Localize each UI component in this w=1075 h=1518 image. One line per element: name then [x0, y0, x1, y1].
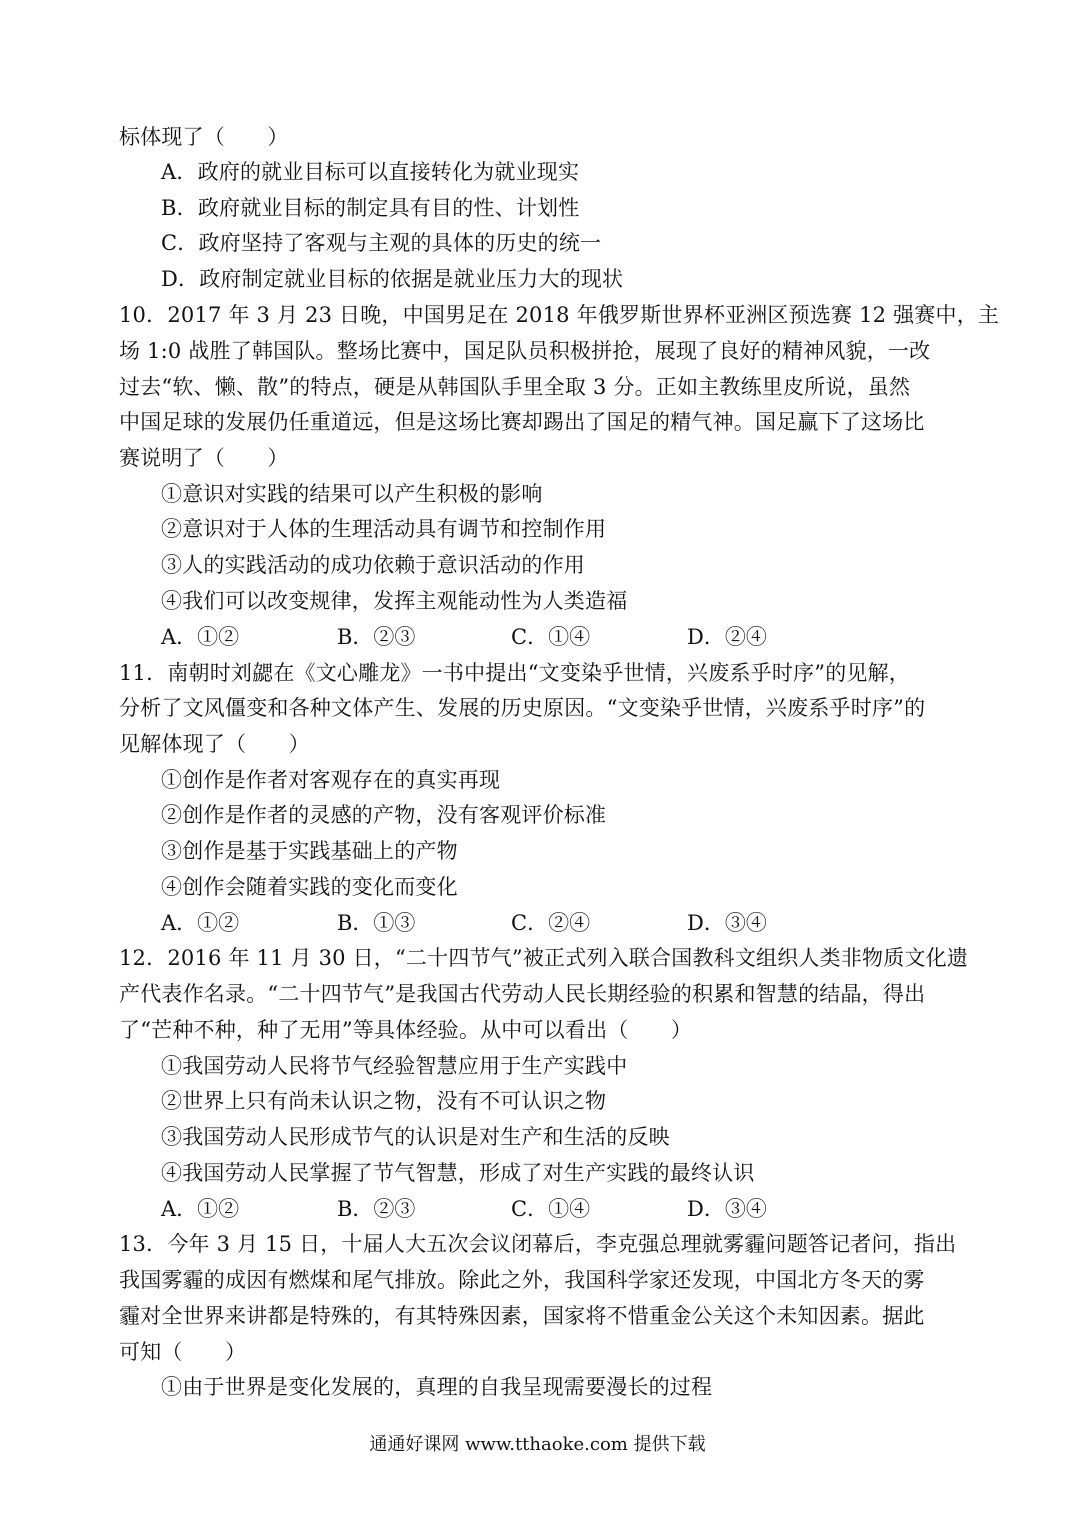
q9-option-d: D．政府制定就业目标的依据是就业压力大的现状	[161, 267, 624, 291]
q11-choices	[161, 905, 961, 941]
q10-statement: ④我们可以改变规律，发挥主观能动性为人类造福	[161, 589, 628, 613]
q10-statement: ②意识对于人体的生理活动具有调节和控制作用	[161, 517, 607, 541]
q9-option-a: A．政府的就业目标可以直接转化为就业现实	[161, 160, 580, 184]
q11-choice-c: C．②④	[511, 911, 591, 935]
q11-stem-line: 分析了文风僵变和各种文体产生、发展的历史原因。“文变染乎世情，兴废系乎时序”的	[119, 696, 926, 720]
q13-statement: ①由于世界是变化发展的，真理的自我呈现需要漫长的过程	[161, 1375, 713, 1399]
q13-stem-line: 我国雾霾的成因有燃煤和尾气排放。除此之外，我国科学家还发现，中国北方冬天的雾	[119, 1268, 925, 1292]
q10-stem-line: 过去“软、懒、散”的特点，硬是从韩国队手里全取 3 分。正如主教练里皮所说，虽然	[119, 375, 911, 399]
q13-stem-line: 13．今年 3 月 15 日，十届人大五次会议闭幕后，李克强总理就雾霾问题答记者问，指出	[119, 1232, 957, 1256]
q12-stem-line: 12．2016 年 11 月 30 日，“二十四节气”被正式列入联合国教科文组织人类非物质文化遗	[119, 946, 969, 970]
q10-stem-line: 中国足球的发展仍任重道远，但是这场比赛却踢出了国足的精气神。国足赢下了这场比	[119, 410, 925, 434]
q11-statement: ①创作是作者对客观存在的真实再现	[161, 768, 501, 792]
q10-choice-a: A．①②	[161, 625, 240, 649]
q10-choice-c: C．①④	[511, 625, 591, 649]
q12-choice-c: C．①④	[511, 1197, 591, 1221]
q10-statement: ①意识对实践的结果可以产生积极的影响	[161, 482, 543, 506]
q9-option-c: C．政府坚持了客观与主观的具体的历史的统一	[161, 231, 602, 255]
q10-choices	[161, 619, 961, 655]
q11-stem-line: 11．南朝时刘勰在《文心雕龙》一书中提出“文变染乎世情，兴废系乎时序”的见解，	[119, 661, 910, 685]
q12-statement: ②世界上只有尚未认识之物，没有不可认识之物	[161, 1089, 607, 1113]
q11-choice-d: D．③④	[687, 911, 767, 935]
q12-statement: ①我国劳动人民将节气经验智慧应用于生产实践中	[161, 1054, 628, 1078]
q9-option-b: B．政府就业目标的制定具有目的性、计划性	[161, 196, 580, 220]
q9-stem-end: 标体现了（ ）	[119, 125, 289, 149]
q12-statement: ④我国劳动人民掌握了节气智慧，形成了对生产实践的最终认识	[161, 1161, 755, 1185]
q10-stem-line: 10．2017 年 3 月 23 日晚，中国男足在 2018 年俄罗斯世界杯亚洲区预选赛 12 强赛中，主	[119, 303, 1000, 327]
q11-statement: ④创作会随着实践的变化而变化	[161, 875, 458, 899]
q10-statement: ③人的实践活动的成功依赖于意识活动的作用	[161, 553, 585, 577]
q10-choice-d: D．②④	[687, 625, 767, 649]
q10-stem-line: 场 1:0 战胜了韩国队。整场比赛中，国足队员积极拼抢，展现了良好的精神风貌，一改	[119, 339, 931, 363]
q12-choices	[161, 1191, 961, 1227]
q12-stem-line: 产代表作名录。“二十四节气”是我国古代劳动人民长期经验的积累和智慧的结晶，得出	[119, 982, 926, 1006]
q11-statement: ③创作是基于实践基础上的产物	[161, 839, 458, 863]
q11-stem-line: 见解体现了（ ）	[119, 732, 310, 756]
q13-stem-line: 可知（ ）	[119, 1340, 247, 1364]
q12-statement: ③我国劳动人民形成节气的认识是对生产和生活的反映	[161, 1125, 670, 1149]
q13-stem-line: 霾对全世界来讲都是特殊的，有其特殊因素，国家将不惜重金公关这个未知因素。据此	[119, 1304, 925, 1328]
q11-statement: ②创作是作者的灵感的产物，没有客观评价标准	[161, 803, 607, 827]
q12-choice-b: B．②③	[337, 1197, 416, 1221]
q11-choice-a: A．①②	[161, 911, 240, 935]
q12-stem-line: 了“芒种不种，种了无用”等具体经验。从中可以看出（ ）	[119, 1018, 693, 1042]
q12-choice-a: A．①②	[161, 1197, 240, 1221]
q12-choice-d: D．③④	[687, 1197, 767, 1221]
page-footer: 通通好课网 www.tthaoke.com 提供下载	[369, 1434, 706, 1455]
q10-stem-line: 赛说明了（ ）	[119, 446, 289, 470]
q10-choice-b: B．②③	[337, 625, 416, 649]
q11-choice-b: B．①③	[337, 911, 416, 935]
